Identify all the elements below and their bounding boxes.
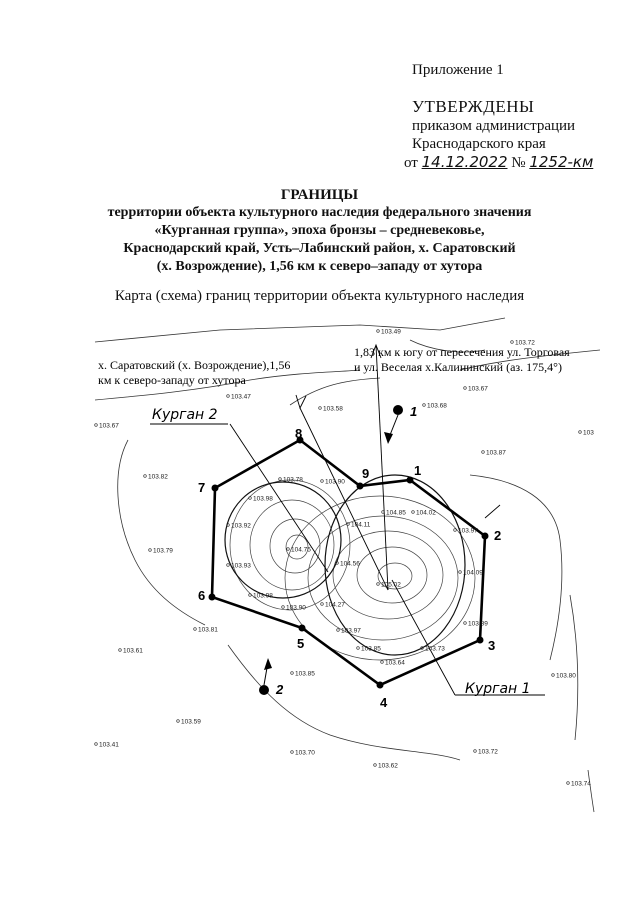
reference-point-2-label: 2	[276, 682, 284, 697]
elevation-mark	[95, 742, 120, 749]
elevation-value: 103.80	[556, 672, 576, 680]
elevation-value: 103.85	[361, 645, 381, 653]
elevation-dot	[423, 404, 426, 407]
elevation-dot	[464, 387, 467, 390]
elevation-mark	[337, 628, 362, 635]
kurgan-1-label: Курган 1	[465, 681, 531, 697]
elevation-mark	[149, 548, 174, 555]
elevation-mark	[227, 523, 252, 530]
elevation-dot	[279, 478, 282, 481]
reference-point-2	[259, 658, 284, 697]
title-line-2: «Курганная группа», эпоха бронзы – средневековье,	[154, 223, 485, 238]
note-right-line-1: 1,83 км к югу от пересечения ул. Торговая	[354, 345, 570, 359]
elevation-dot	[464, 622, 467, 625]
elevation-value: 103.85	[295, 670, 315, 678]
order-line-2: Краснодарского края	[412, 136, 546, 152]
elevation-value: 103.72	[478, 748, 498, 756]
elevation-mark	[282, 605, 307, 612]
map-caption: Карта (схема) границ территории объекта культурного наследия	[114, 288, 525, 304]
elevation-value: 103.67	[468, 385, 488, 393]
note-right-line-2: и ул. Веселая х.Калининский (аз. 175,4°)	[354, 360, 562, 374]
elevation-mark	[249, 496, 274, 503]
elevation-value: 103.87	[486, 449, 506, 457]
elevation-dot	[144, 475, 147, 478]
elevation-mark	[194, 627, 219, 634]
elevation-mark	[357, 646, 382, 653]
elevation-value: 105.02	[381, 581, 401, 589]
reference-point-1	[384, 404, 417, 444]
order-from-label: от	[404, 155, 418, 171]
elevation-dot	[511, 341, 514, 344]
elevation-dot	[249, 497, 252, 500]
elevation-value: 103.89	[468, 620, 488, 628]
elevation-dot	[287, 548, 290, 551]
elevation-value: 103.97	[458, 527, 478, 535]
elevation-value: 103.90	[286, 604, 306, 612]
elevation-dot	[337, 629, 340, 632]
elevation-mark	[287, 547, 312, 554]
elevation-mark	[279, 477, 304, 484]
elevation-dot	[291, 672, 294, 675]
elevation-value: 103.81	[198, 626, 218, 634]
elevation-mark	[321, 602, 346, 609]
elevation-dot	[95, 743, 98, 746]
elevation-dot	[227, 395, 230, 398]
elevation-mark	[374, 763, 399, 770]
elevation-dot	[482, 451, 485, 454]
elevation-mark	[377, 582, 402, 589]
elevation-value: 104.11	[351, 521, 371, 529]
elevation-value: 104.56	[340, 560, 360, 568]
vertex-1-label: 1	[414, 463, 422, 478]
elevation-value: 103.70	[295, 749, 315, 757]
elevation-value: 103.64	[385, 659, 405, 667]
elevation-value: 103.79	[153, 547, 173, 555]
title-line-1: территории объекта культурного наследия федерального значения	[107, 205, 532, 220]
elevation-value: 103.59	[181, 718, 201, 726]
elevation-mark	[227, 394, 252, 401]
vertex-6-label: 6	[198, 588, 206, 603]
vertex-2-label: 2	[494, 528, 502, 543]
title-line-3: Краснодарский край, Усть–Лабинский район, х. Саратовский	[123, 241, 516, 256]
elevation-dot	[177, 720, 180, 723]
elevation-value: 103.90	[325, 478, 345, 486]
elevation-mark	[511, 340, 536, 347]
elevation-value: 104.75	[291, 546, 311, 554]
elevation-dot	[321, 603, 324, 606]
elevation-mark	[552, 673, 577, 680]
elevation-mark	[459, 570, 484, 577]
elevation-mark	[249, 593, 274, 600]
elevation-dot	[95, 424, 98, 427]
elevation-dot	[119, 649, 122, 652]
reference-point-1-label: 1	[410, 404, 418, 419]
note-left-line-2: км к северо-западу от хутора	[98, 373, 246, 387]
elevation-dot	[474, 750, 477, 753]
vertex-8-label: 8	[295, 426, 303, 441]
elevation-dot	[454, 529, 457, 532]
note-left-line-1: х. Саратовский (х. Возрождение),1,56	[98, 358, 291, 372]
elevation-dot	[579, 431, 582, 434]
elevation-dot	[321, 480, 324, 483]
title-line-4: (х. Возрождение), 1,56 км к северо–западу от хутора	[156, 259, 483, 274]
elevation-value: 104.85	[386, 509, 406, 517]
elevation-dot	[377, 330, 380, 333]
elevation-dot	[319, 407, 322, 410]
elevation-dot	[377, 583, 380, 586]
elevation-mark	[336, 561, 361, 568]
elevation-value: 103.47	[231, 393, 251, 401]
elevation-dot	[282, 606, 285, 609]
elevation-dot	[459, 571, 462, 574]
order-number-sign: №	[511, 155, 526, 171]
elevation-value: 103.93	[231, 562, 251, 570]
elevation-dot	[552, 674, 555, 677]
elevation-value: 103.98	[253, 592, 273, 600]
elevation-value: 103.72	[515, 339, 535, 347]
elevation-value: 103.62	[378, 762, 398, 770]
vertex-4-label: 4	[380, 695, 388, 710]
order-date: 14.12.2022	[421, 153, 508, 171]
elevation-dot	[412, 511, 415, 514]
elevation-marks	[95, 329, 595, 788]
elevation-mark	[382, 510, 407, 517]
document-title: ГРАНИЦЫ	[280, 187, 359, 203]
elevation-value: 103.92	[231, 522, 251, 530]
elevation-mark	[412, 510, 437, 517]
elevation-dot	[357, 647, 360, 650]
elevation-value: 103.67	[99, 422, 119, 430]
elevation-value: 103.61	[123, 647, 143, 655]
elevation-value: 104.27	[325, 601, 345, 609]
order-line-1: приказом администрации	[412, 118, 576, 134]
elevation-mark	[482, 450, 507, 457]
elevation-value: 103.49	[381, 328, 401, 336]
elevation-mark	[474, 749, 499, 756]
vertex-5-label: 5	[297, 636, 305, 651]
direction-lines	[150, 345, 545, 695]
elevation-value: 103.58	[323, 405, 343, 413]
elevation-value: 103.82	[148, 473, 168, 481]
appendix-label: Приложение 1	[412, 62, 504, 78]
elevation-mark	[579, 430, 595, 437]
elevation-dot	[194, 628, 197, 631]
order-number: 1252-км	[529, 153, 594, 171]
elevation-mark	[464, 386, 489, 393]
elevation-mark	[567, 781, 592, 788]
elevation-value: 103.78	[283, 476, 303, 484]
elevation-mark	[423, 403, 448, 410]
elevation-mark	[321, 479, 346, 486]
elevation-dot	[249, 594, 252, 597]
elevation-dot	[291, 751, 294, 754]
elevation-dot	[149, 549, 152, 552]
elevation-dot	[374, 764, 377, 767]
vertex-7-label: 7	[198, 480, 206, 495]
kurgan-2-label: Курган 2	[152, 407, 218, 423]
elevation-value: 103.41	[99, 741, 119, 749]
elevation-value: 103.97	[341, 627, 361, 635]
elevation-mark	[291, 671, 316, 678]
elevation-dot	[381, 661, 384, 664]
elevation-value: 103.68	[427, 402, 447, 410]
elevation-mark	[95, 423, 120, 430]
elevation-mark	[377, 329, 402, 336]
vertex-3-label: 3	[488, 638, 496, 653]
elevation-value: 104.02	[416, 509, 436, 517]
approved-heading: УТВЕРЖДЕНЫ	[412, 97, 535, 116]
elevation-mark	[144, 474, 169, 481]
elevation-mark	[227, 563, 252, 570]
elevation-mark	[464, 621, 489, 628]
elevation-dot	[227, 564, 230, 567]
elevation-mark	[319, 406, 344, 413]
elevation-value: 103	[583, 429, 594, 437]
elevation-mark	[454, 528, 479, 535]
elevation-value: 103.98	[253, 495, 273, 503]
elevation-mark	[347, 522, 371, 529]
elevation-mark	[381, 660, 406, 667]
vertex-9-label: 9	[362, 466, 370, 481]
elevation-mark	[291, 750, 316, 757]
elevation-dot	[567, 782, 570, 785]
elevation-mark	[421, 646, 446, 653]
elevation-mark	[177, 719, 202, 726]
elevation-value: 103.73	[425, 645, 445, 653]
elevation-value: 103.74	[571, 780, 591, 788]
elevation-mark	[119, 648, 144, 655]
elevation-value: 104.09	[463, 569, 483, 577]
